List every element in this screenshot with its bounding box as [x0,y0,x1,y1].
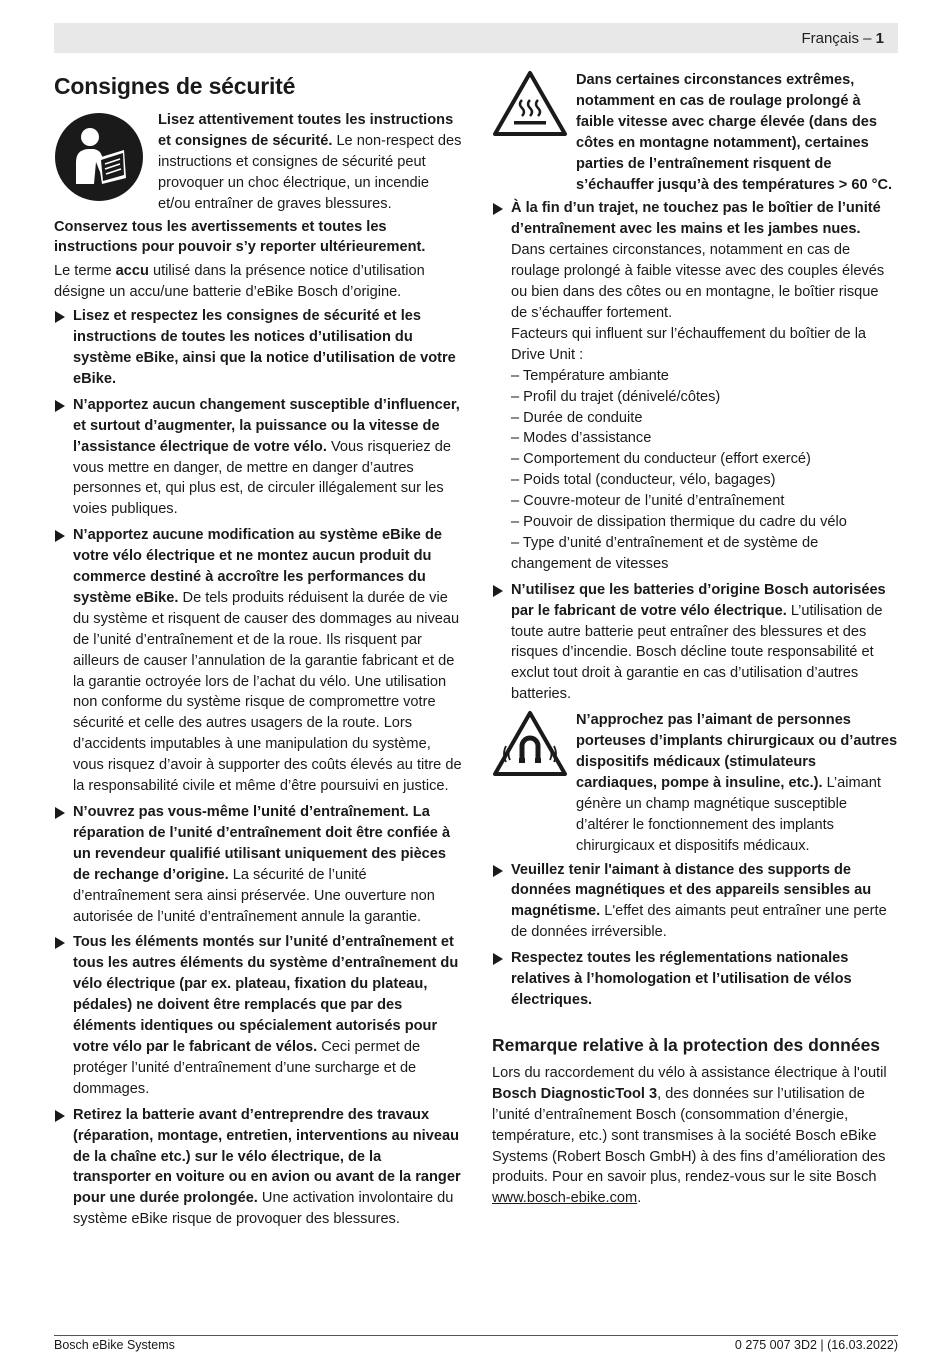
bullet-item: À la fin d’un trajet, ne touchez pas le boîtier de l’unité d’entraînement avec les mains et les jambes nues. Dans certaines circonstances, notamment en cas de roulage prolongé à faible vitesse avec des couples élevés ou bien dans des côtes ou en montagne, le boîtier risque de s’échauffer fortement. Facteurs qui influent sur l’échauffement du boîtier de la Drive Unit : – Température ambiante – Profil du trajet (dénivelé/côtes) – Durée de conduite – Modes d’assistance – Comportement du conducteur (effort exercé) – Poids total (conducteur, vélo, bagages) – Couvre-moteur de l’unité d’entraînement – Pouvoir de dissipation thermique du cadre du vélo – Type d’unité d’entraînement et de système de changement de vitesses [492,198,898,574]
accu-definition: Le terme accu utilisé dans la présence notice d’utilisation désigne un accu/une batterie d’eBike Bosch d’origine. [54,263,425,301]
bullet-arrow-icon [55,311,65,323]
bullet-arrow-icon [55,1110,65,1122]
list-item: – Type d’unité d’entraînement et de système de changement de vitesses [511,534,819,572]
list-item: – Couvre-moteur de l’unité d’entraînement [511,493,785,510]
data-protection-heading: Remarque relative à la protection des données [492,1034,881,1055]
factor-list [511,366,898,575]
bosch-ebike-link[interactable]: www.bosch-ebike.com [492,1190,638,1207]
magnet-warning-text: N’approchez pas l’aimant de personnes porteuses d’implants chirurgicaux ou d’autres dispositifs médicaux (stimulateurs cardiaques, pompe à insuline, etc.). L’aimant génère un champ magnétique susceptible d’altérer le fonctionnement des implants chirurgicaux et dispositifs médicaux. [576,712,898,854]
bullet-arrow-icon [55,807,65,819]
bullet-arrow-icon [493,953,503,965]
keep-instructions: Conservez tous les avertissements et toutes les instructions pour pouvoir s’y reporter ultérieurement. [54,218,426,256]
bullet-item: Respectez toutes les réglementations nationales relatives à l’homologation et l’utilisation de vélos électriques. [492,948,898,1011]
magnet-warning [492,710,898,856]
bullet-arrow-icon [493,585,503,597]
header-page-label: Français – 1 [801,30,884,47]
bullet-item: Veuillez tenir l'aimant à distance des supports de données magnétiques et des appareils sensibles au magnétisme. L'effet des aimants peut entraîner une perte de données irréversible. [492,860,898,944]
list-item: – Durée de conduite [511,409,643,426]
hot-warning-text: Dans certaines circonstances extrêmes, notamment en cas de roulage prolongé à faible vitesse avec charge élevée (dans des côtes en montagne notamment), certaines parties de l’entraînement risquent de s’échauffer jusqu’à des températures > 60 °C. [576,72,893,193]
bullet-arrow-icon [493,865,503,877]
footer-divider [54,1335,898,1336]
page-number: 1 [875,30,884,47]
intro-text: Lisez attentivement toutes les instructions et consignes de sécurité. Le non-respect des instructions et consignes de sécurité peut provoquer un choc électrique, un incendie et/ou entraîner de graves blessures. [158,112,462,212]
list-item: – Poids total (conducteur, vélo, bagages) [511,472,776,489]
hot-surface-icon [492,70,568,195]
bullet-item: Tous les éléments montés sur l’unité d’entraînement et tous les autres éléments du système d’entraînement du vélo électrique (par ex. plateau, fixation du plateau, pédales) ne doivent être remplacés que par des éléments identiques ou spécialement autorisés pour votre vélo par le fabricant de vélos. Ceci permet de protéger l’unité d’entraînement d’une surcharge et de dommages. [54,932,462,1099]
bullet-arrow-icon [55,400,65,412]
left-column [54,70,462,1235]
bullet-arrow-icon [55,530,65,542]
intro-block [54,110,462,215]
bullet-item: N’utilisez que les batteries d’origine Bosch autorisées par le fabricant de votre vélo électrique. L’utilisation de toute autre batterie peut entraîner des blessures et des risques d’incendie. Bosch décline toute responsabilité et exclut tout droit à garantie en cas d’utilisation d’autres batteries. [492,580,898,705]
bullet-item: N’apportez aucun changement susceptible d’influencer, et surtout d’augmenter, la puissance ou la vitesse de l’assistance électrique de votre vélo. Vous risqueriez de vous mettre en danger, de mettre en danger d’autres personnes et, qui plus est, de circuler illégalement sur les voies publiques. [54,395,462,520]
bullet-arrow-icon [493,203,503,215]
hot-surface-warning [492,70,898,195]
bullet-item: N’apportez aucune modification au système eBike de votre vélo électrique et ne montez aucun produit du commerce destiné à accroître les performances du système eBike. De tels produits réduisent la durée de vie du système et risquent de causer des dommages au niveau de l’unité d’entraînement et de la roue. Ils risquent par ailleurs de causer l’annulation de la garantie fabricant et de la garantie octroyée lors de l’achat du vélo. Une utilisation non conforme du système risque de compromettre votre sécurité et celle des autres usagers de la route. Lors d’accidents imputables à une manipulation du système, vous risquez d’avoir à supporter des coûts élevés au titre de la responsabilité civile et même d’être poursuivi en justice. [54,525,462,797]
page-title: Consignes de sécurité [54,73,296,99]
bullet-arrow-icon [55,937,65,949]
footer-company: Bosch eBike Systems [54,1338,175,1352]
list-item: – Pouvoir de dissipation thermique du cadre du vélo [511,514,847,531]
right-column [492,70,898,1212]
page-header [54,23,898,53]
magnet-implant-icon [492,710,568,856]
data-protection-text: Lors du raccordement du vélo à assistance électrique à l'outil Bosch DiagnosticTool 3, des données sur l’utilisation de l’unité d’entraînement Bosch (consommation d’énergie, température, etc.) sont transmises à la société Bosch eBike Systems (Robert Bosch GmbH) à des fins d’amélioration des produits. Pour en savoir plus, rendez-vous sur le site Bosch www.bosch-ebike.com. [492,1064,887,1207]
list-item: – Profil du trajet (dénivelé/côtes) [511,388,721,405]
list-item: – Température ambiante [511,367,669,384]
list-item: – Modes d’assistance [511,430,652,447]
bullet-item: Lisez et respectez les consignes de sécurité et les instructions de toutes les notices d’utilisation du système eBike, ainsi que la notice d’utilisation de votre eBike. [54,306,462,390]
footer-doc-ref: 0 275 007 3D2 | (16.03.2022) [734,1338,898,1352]
bullet-item: N’ouvrez pas vous-même l’unité d’entraînement. La réparation de l’unité d’entraînement doit être confiée à un revendeur qualifié utilisant uniquement des pièces de rechange d’origine. La sécurité de l’unité d’entraînement sera ainsi préservée. Une ouverture non autorisée de l’unité d’entraînement annule la garantie. [54,802,462,927]
read-manual-icon [54,110,146,215]
list-item: – Comportement du conducteur (effort exercé) [511,451,811,468]
bullet-item: Retirez la batterie avant d’entreprendre des travaux (réparation, montage, entretien, interventions au niveau de la chaîne etc.) sur le vélo électrique, de la transporter en voiture ou en avion ou avant de la ranger pour une durée prolongée. Une activation involontaire du système eBike risque de provoquer des blessures. [54,1105,462,1230]
